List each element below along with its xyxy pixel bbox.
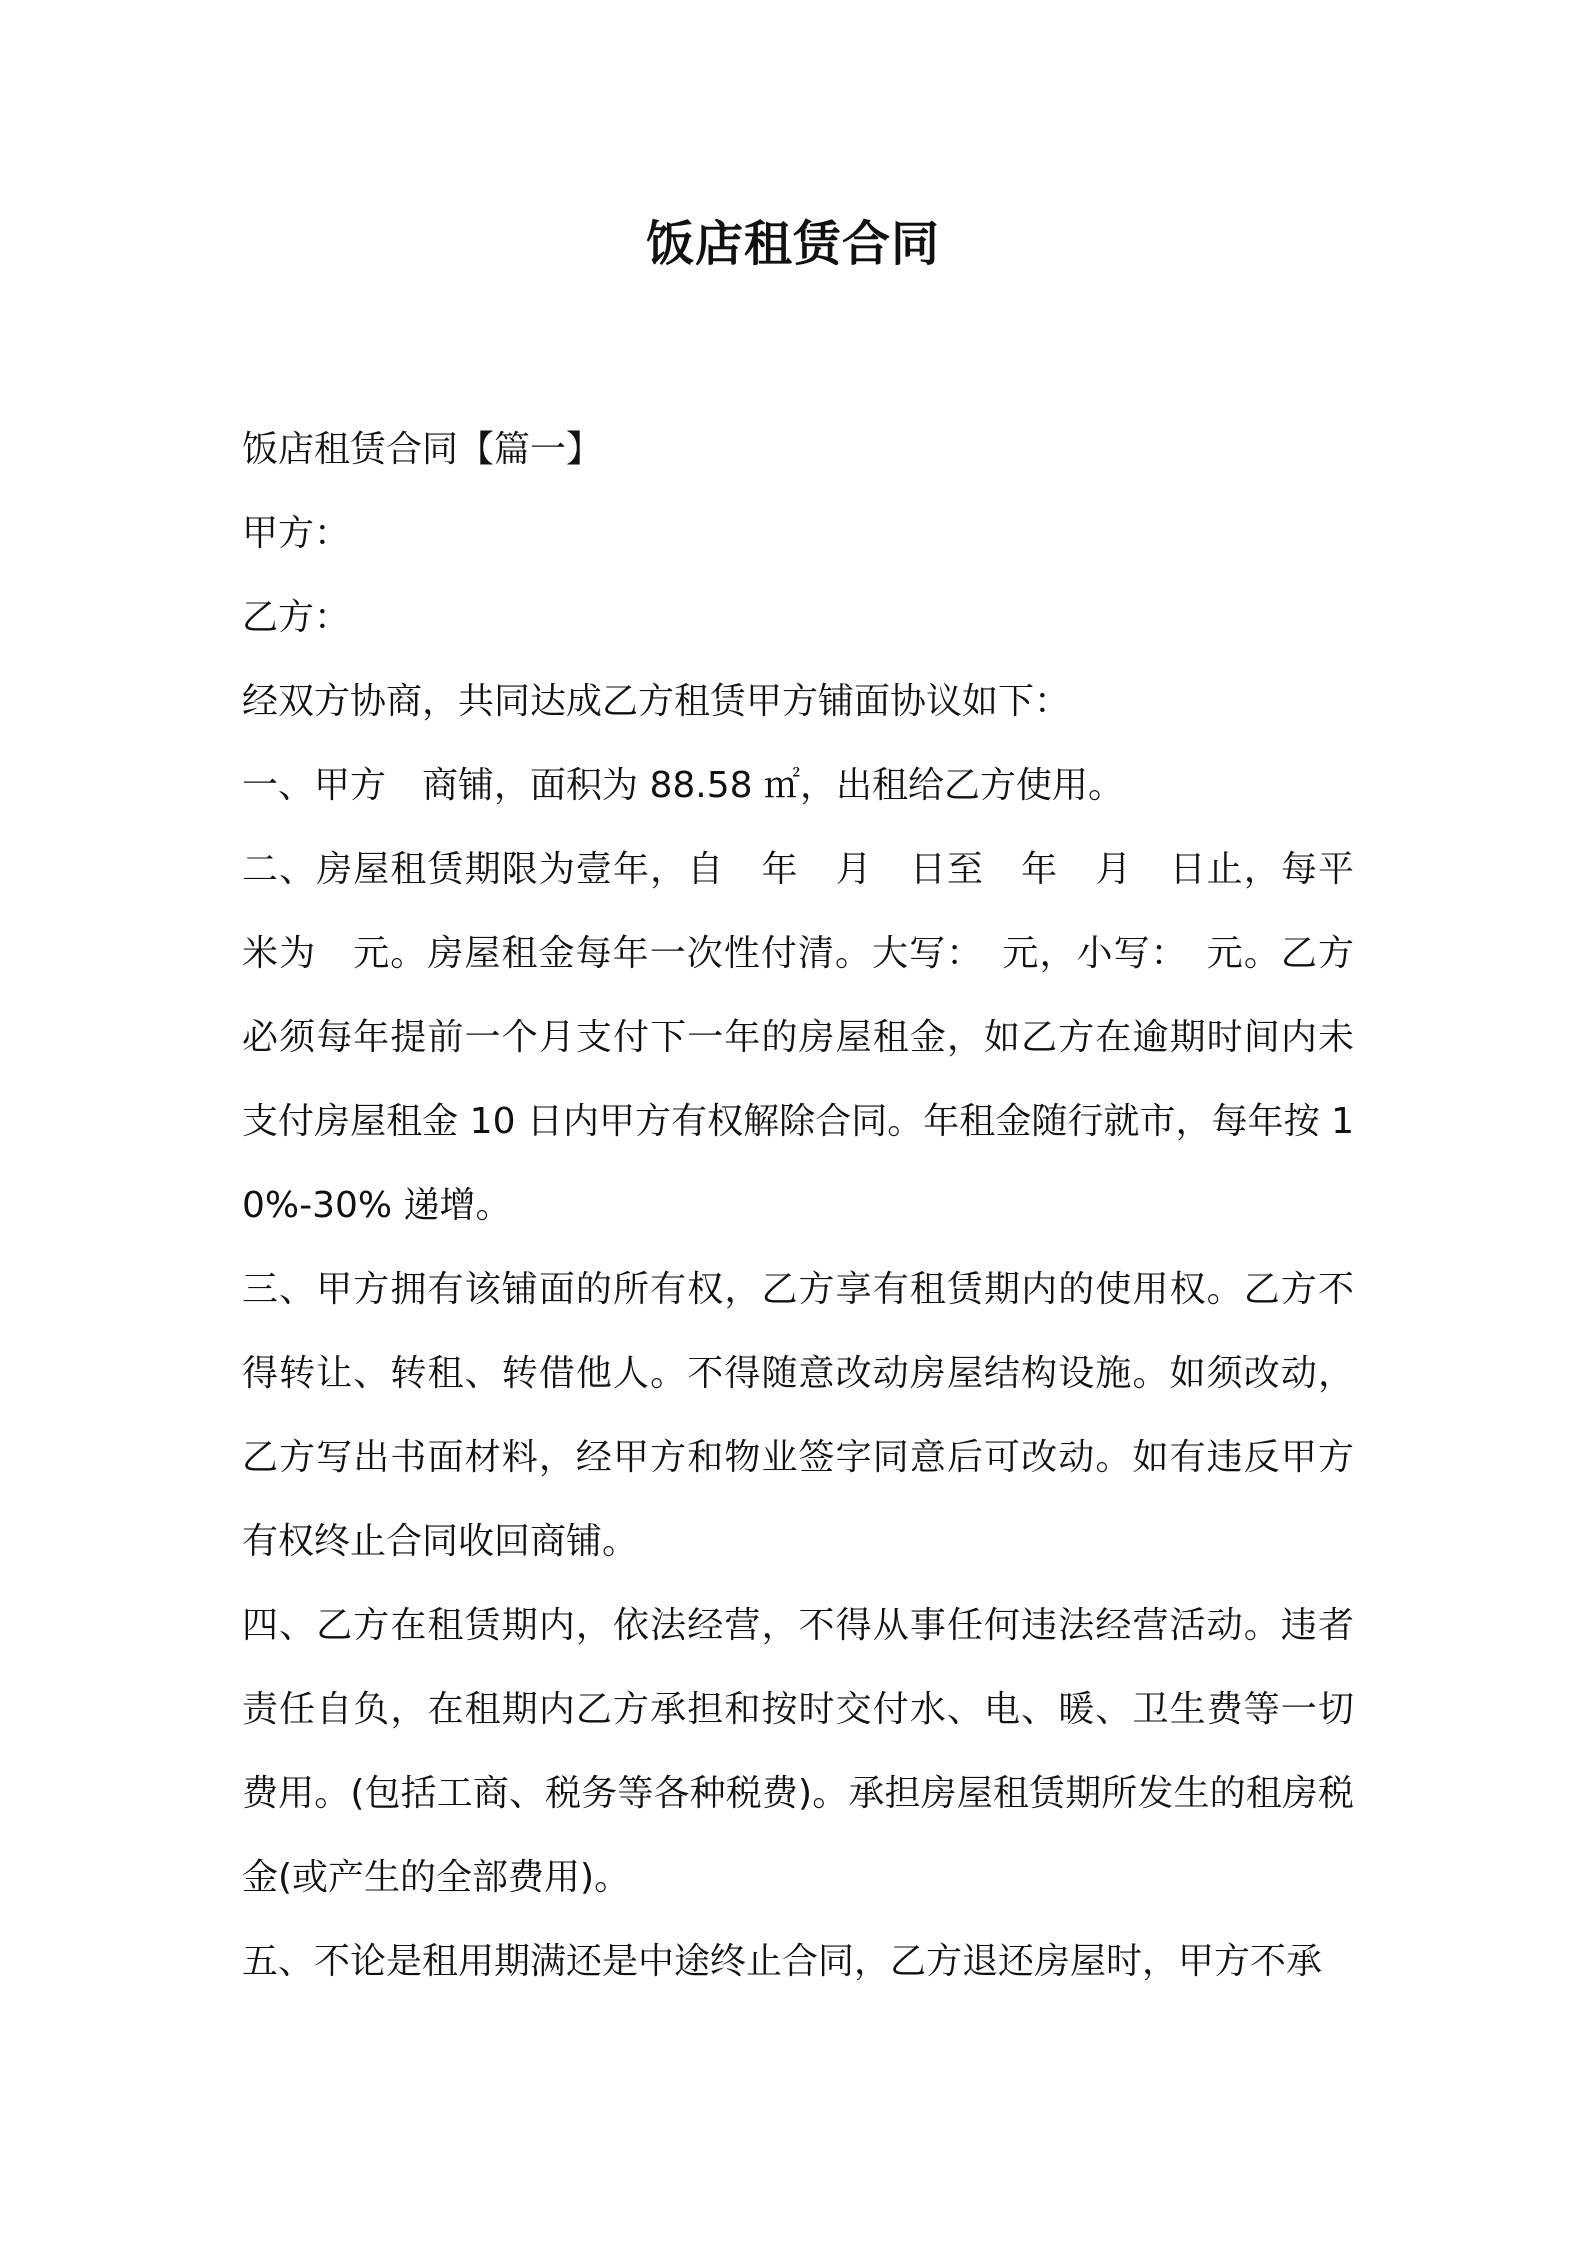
section-heading: 饭店租赁合同【篇一】 xyxy=(242,429,603,470)
clause-4: 四、乙方在租赁期内，依法经营，不得从事任何违法经营活动。违者责任自负，在租期内乙方承担和按时交付水、电、暖、卫生费等一切费用。(包括工商、税务等各种税费)。承担房屋租赁期所发生的租房税金(或产生的全部费用)。 xyxy=(242,1605,1354,1898)
clause-3: 三、甲方拥有该铺面的所有权，乙方享有租赁期内的使用权。乙方不得转让、转租、转借他人。不得随意改动房屋结构设施。如须改动，乙方写出书面材料，经甲方和物业签字同意后可改动。如有违反甲方有权终止合同收回商铺。 xyxy=(242,1269,1354,1562)
agreement-intro: 经双方协商，共同达成乙方租赁甲方铺面协议如下： xyxy=(242,681,1071,722)
party-a-line: 甲方： xyxy=(242,513,351,554)
party-b-line: 乙方： xyxy=(242,597,351,638)
clause-1: 一、甲方 商铺，面积为 88.58 ㎡，出租给乙方使用。 xyxy=(242,765,1124,806)
document-body xyxy=(242,408,1354,2004)
clause-5: 五、不论是租用期满还是中途终止合同，乙方退还房屋时，甲方不承 xyxy=(242,1941,1323,1982)
document-title: 饭店租赁合同 xyxy=(645,216,940,272)
clause-2: 二、房屋租赁期限为壹年，自 年 月 日至 年 月 日止，每平米为 元。房屋租金每年一次性付清。大写： 元，小写： 元。乙方必须每年提前一个月支付下一年的房屋租金，如乙方在逾期时间内未支付房屋租金 10 日内甲方有权解除合同。年租金随行就市，每年按 10%-30% 递增。 xyxy=(242,849,1354,1226)
